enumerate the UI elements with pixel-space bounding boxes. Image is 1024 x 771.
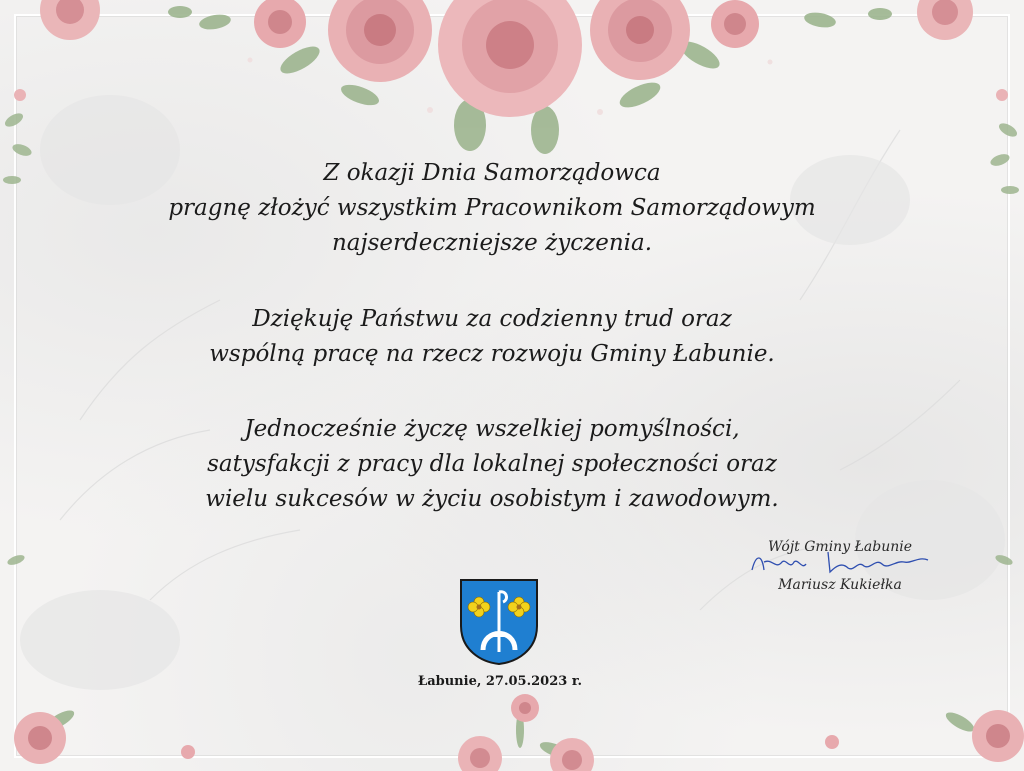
greeting-paragraph-1: [140, 156, 844, 261]
greeting-line: Jednocześnie życzę wszelkiej pomyślności,: [244, 416, 740, 442]
greeting-line: wspólną pracę na rzecz rozwoju Gminy Łabunie.: [209, 341, 775, 367]
greeting-line: satysfakcji z pracy dla lokalnej społeczności oraz: [207, 451, 777, 477]
signature-name: Mariusz Kukiełka: [778, 577, 902, 593]
greeting-paragraph-2: [140, 302, 844, 372]
handwritten-signature: [746, 548, 936, 578]
greeting-line: pragnę złożyć wszystkim Pracownikom Samorządowym: [168, 195, 816, 221]
greeting-line: wielu sukcesów w życiu osobistym i zawodowym.: [205, 486, 779, 512]
signature-title: Wójt Gminy Łabunie: [767, 539, 913, 555]
place-and-date: Łabunie, 27.05.2023 r.: [417, 674, 583, 689]
greeting-paragraph-3: [140, 412, 844, 517]
coat-of-arms: [459, 578, 539, 666]
greeting-line: Dziękuję Państwu za codzienny trud oraz: [252, 306, 732, 332]
greeting-line: najserdeczniejsze życzenia.: [331, 230, 653, 256]
greeting-line: Z okazji Dnia Samorządowca: [323, 160, 661, 186]
